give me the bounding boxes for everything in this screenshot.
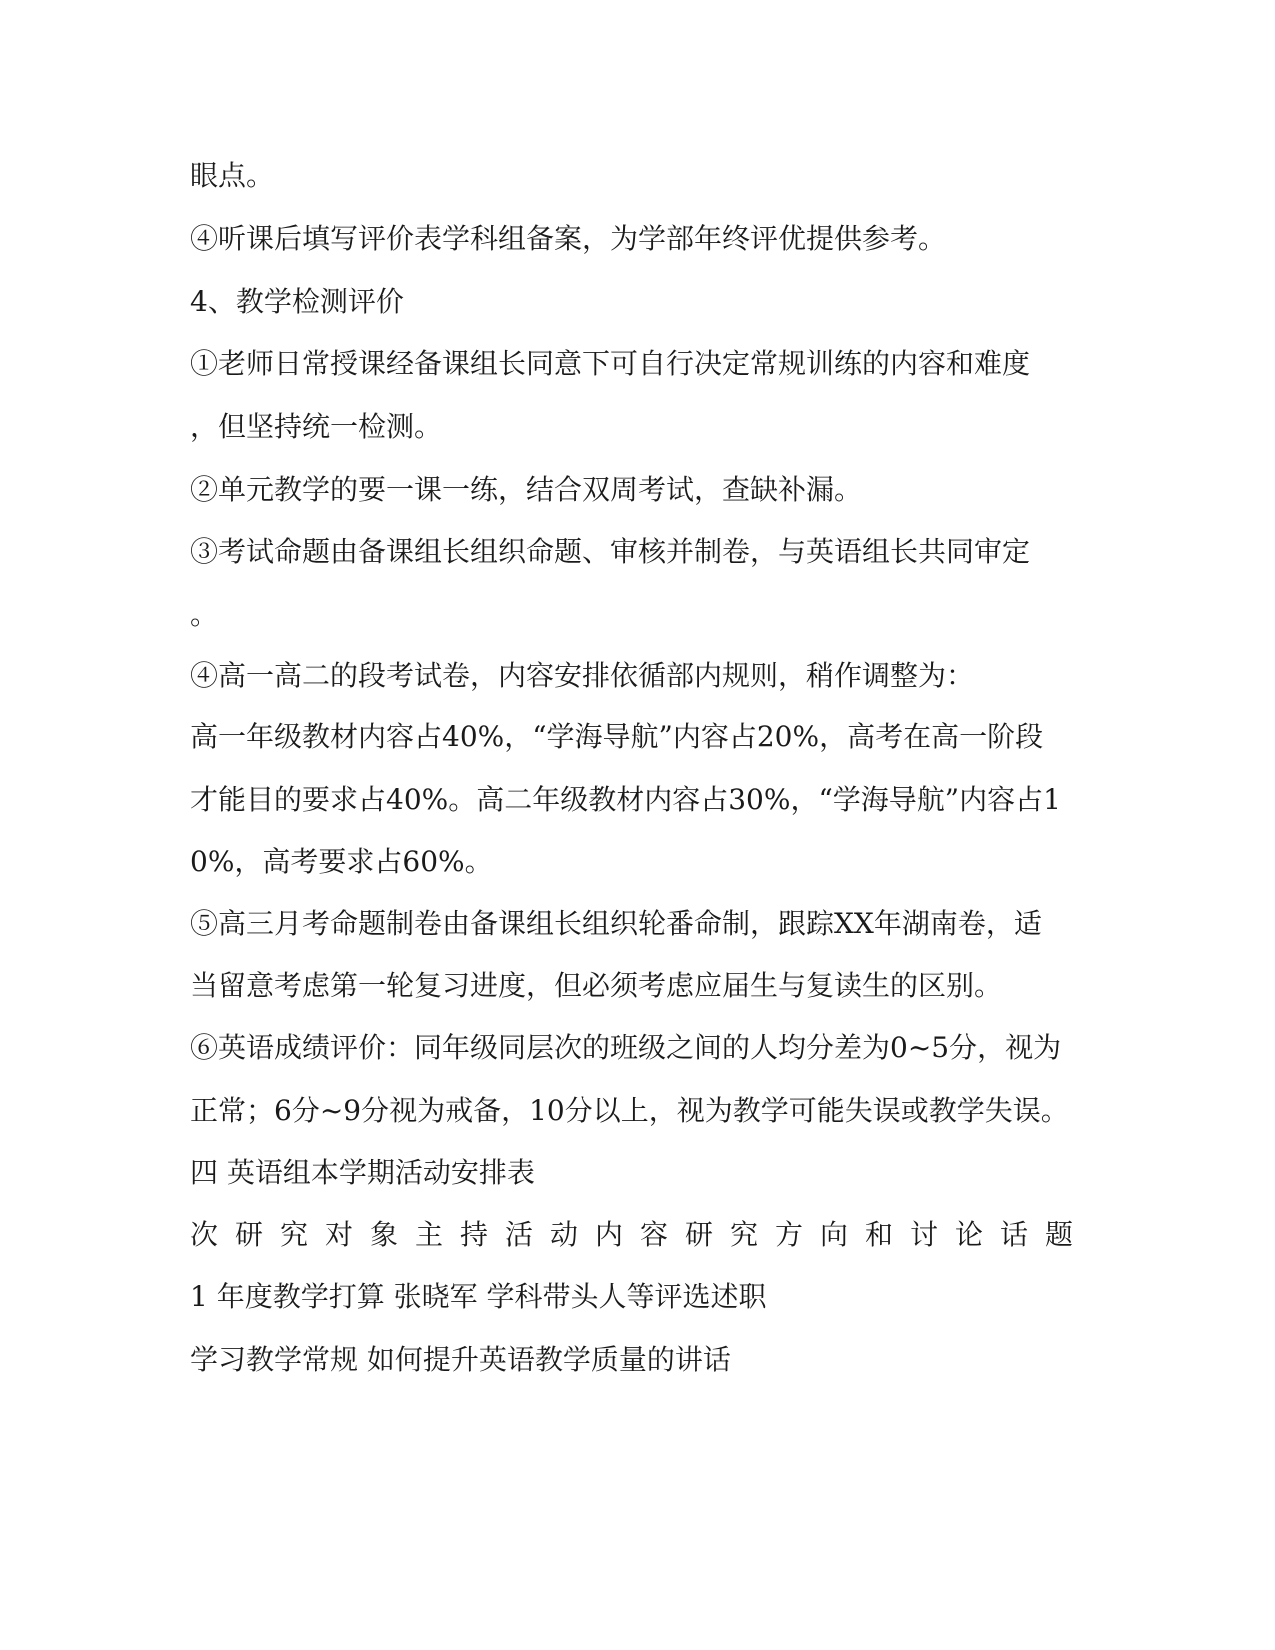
text-line: 当留意考虑第一轮复习进度，但必须考虑应届生与复读生的区别。 [190, 969, 1003, 1002]
text-line: 眼点。 [190, 159, 275, 192]
text-line: ①老师日常授课经备课组长同意下可自行决定常规训练的内容和难度 [190, 347, 1031, 380]
text-line: ⑥英语成绩评价：同年级同层次的班级之间的人均分差为0~5分，视为 [190, 1031, 1062, 1064]
section-heading: 4、教学检测评价 [190, 285, 404, 318]
text-line: ④高一高二的段考试卷，内容安排依循部内规则，稍作调整为： [190, 659, 975, 692]
text-line: 。 [190, 598, 219, 631]
text-line: ②单元教学的要一课一练，结合双周考试，查缺补漏。 [190, 473, 863, 506]
table-row: 学习教学常规 如何提升英语教学质量的讲话 [190, 1343, 731, 1376]
section-heading: 四 英语组本学期活动安排表 [190, 1156, 535, 1189]
text-line: ④听课后填写评价表学科组备案，为学部年终评优提供参考。 [190, 222, 947, 255]
table-row: 1 年度教学打算 张晓军 学科带头人等评选述职 [190, 1280, 767, 1313]
text-line: 才能目的要求占40%。高二年级教材内容占30%，“学海导航”内容占1 [190, 783, 1061, 816]
text-line: ，但坚持统一检测。 [190, 410, 443, 443]
table-header-row: 次研究对象主持活动内容研究方向和讨论话题 [190, 1218, 1091, 1251]
text-line: 高一年级教材内容占40%，“学海导航”内容占20%，高考在高一阶段 [190, 720, 1044, 753]
text-line: ⑤高三月考命题制卷由备课组长组织轮番命制，跟踪XX年湖南卷，适 [190, 907, 1042, 940]
text-line: ③考试命题由备课组长组织命题、审核并制卷，与英语组长共同审定 [190, 535, 1031, 568]
text-line: 0%，高考要求占60%。 [190, 845, 493, 878]
text-line: 正常；6分~9分视为戒备，10分以上，视为教学可能失误或教学失误。 [190, 1094, 1069, 1127]
